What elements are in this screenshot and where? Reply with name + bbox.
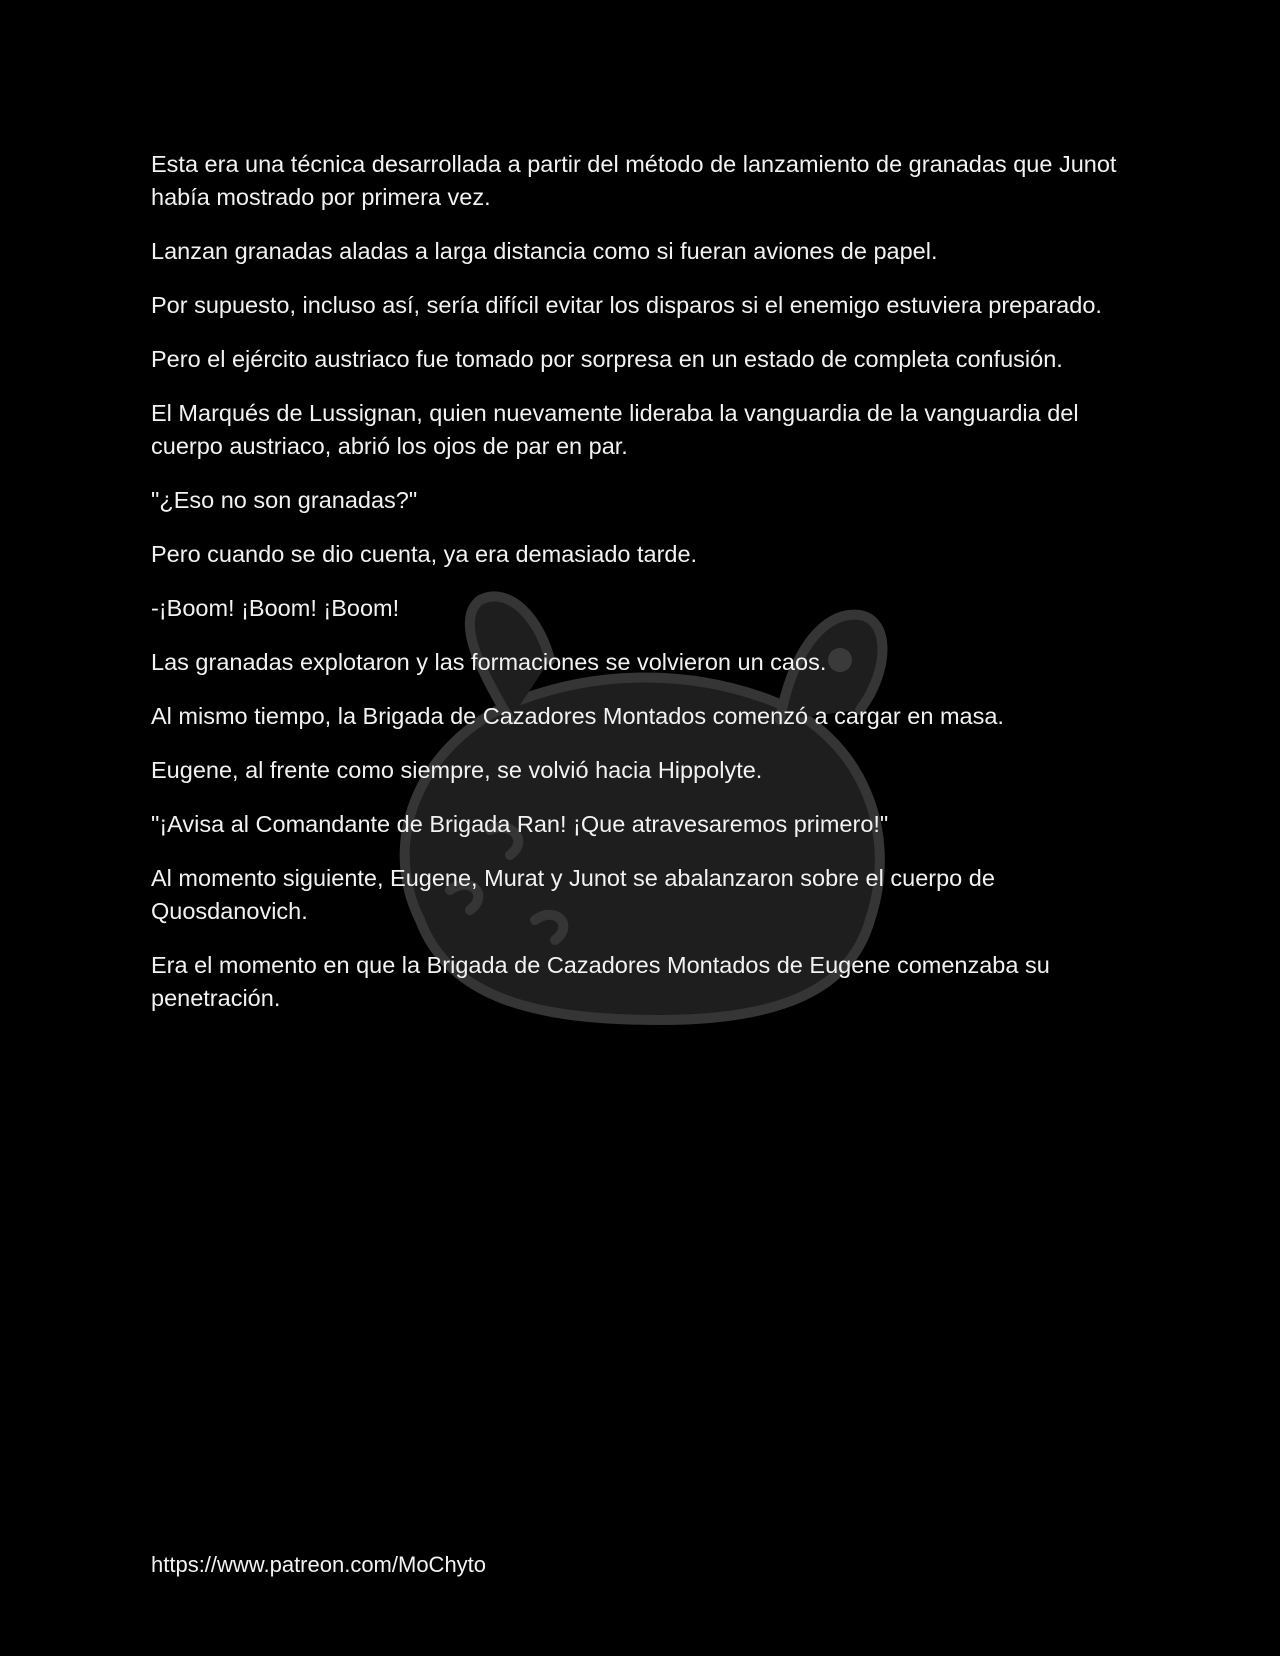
paragraph: Al momento siguiente, Eugene, Murat y Junot se abalanzaron sobre el cuerpo de Quosdanovich.: [151, 865, 995, 924]
paragraph: Al mismo tiempo, la Brigada de Cazadores Montados comenzó a cargar en masa.: [151, 703, 1004, 729]
paragraph: Era el momento en que la Brigada de Cazadores Montados de Eugene comenzaba su penetración.: [151, 952, 1050, 1011]
paragraph: Lanzan granadas aladas a larga distancia como si fueran aviones de papel.: [151, 238, 938, 264]
paragraph: Pero el ejército austriaco fue tomado por sorpresa en un estado de completa confusión.: [151, 346, 1063, 372]
paragraph: Las granadas explotaron y las formaciones se volvieron un caos.: [151, 649, 827, 675]
chapter-text: [151, 148, 1151, 1036]
paragraph: Eugene, al frente como siempre, se volvió hacia Hippolyte.: [151, 757, 763, 783]
paragraph: Pero cuando se dio cuenta, ya era demasiado tarde.: [151, 541, 698, 567]
paragraph: Por supuesto, incluso así, sería difícil evitar los disparos si el enemigo estuviera preparado.: [151, 292, 1102, 318]
paragraph: Esta era una técnica desarrollada a partir del método de lanzamiento de granadas que Junot había mostrado por primera vez.: [151, 151, 1117, 210]
paragraph: -¡Boom! ¡Boom! ¡Boom!: [151, 595, 400, 621]
paragraph: "¿Eso no son granadas?": [151, 487, 418, 513]
paragraph: El Marqués de Lussignan, quien nuevamente lideraba la vanguardia de la vanguardia del cuerpo austriaco, abrió los ojos de par en par.: [151, 400, 1079, 459]
paragraph: "¡Avisa al Comandante de Brigada Ran! ¡Que atravesaremos primero!": [151, 811, 889, 837]
patreon-link[interactable]: https://www.patreon.com/MoChyto: [151, 1552, 487, 1577]
